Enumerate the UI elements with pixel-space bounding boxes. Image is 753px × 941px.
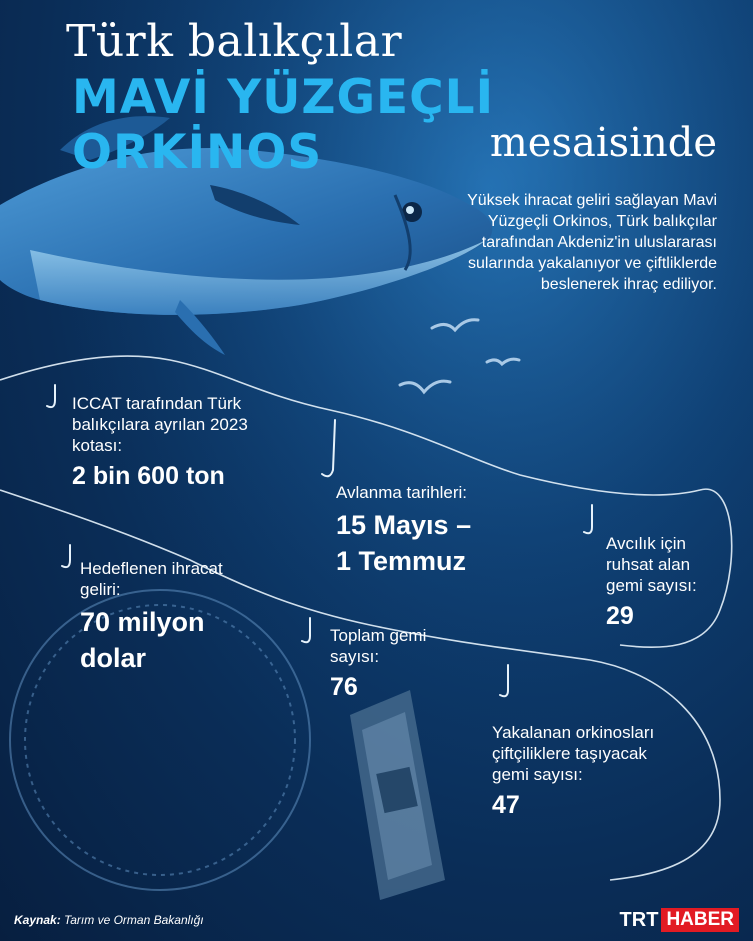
stat-farm — [492, 722, 682, 821]
title-main: MAVİ YÜZGEÇLİ ORKİNOS — [72, 70, 495, 180]
stat-quota-label: ICCAT tarafından Türk balıkçılara ayrılan 2023 kotası: — [72, 394, 248, 455]
logo-haber: HABER — [661, 908, 739, 932]
stat-export — [80, 558, 250, 676]
source-label: Kaynak: — [14, 913, 61, 927]
stat-total-value: 76 — [330, 673, 358, 701]
stat-total — [330, 625, 440, 703]
stat-quota-value: 2 bin 600 ton — [72, 462, 225, 490]
stat-dates — [336, 482, 516, 579]
title-line1: Türk balıkçılar — [66, 16, 403, 67]
intro-text: Yüksek ihracat geliri sağlayan Mavi Yüzgeçli Orkinos, Türk balıkçılar tarafından Akdeniz'in uluslararası sularında yakalanıyor ve çiftliklerde beslenerek ihraç ediliyor. — [467, 192, 717, 293]
source-text: Tarım ve Orman Bakanlığı — [64, 913, 204, 927]
stat-dates-value-line1: 15 Mayıs – — [336, 510, 472, 540]
logo-trt: TRT — [619, 908, 659, 931]
stat-export-value-line1: 70 milyon — [80, 607, 205, 637]
stat-export-value-line2: dolar — [80, 643, 147, 673]
stat-farm-label: Yakalanan orkinosları çiftçiliklere taşıyacak gemi sayısı: — [492, 723, 655, 784]
stat-license-label: Avcılık için ruhsat alan gemi sayısı: — [606, 534, 697, 595]
title-line3: mesaisinde — [489, 120, 717, 166]
stat-quota — [72, 393, 272, 492]
stat-farm-value: 47 — [492, 791, 520, 819]
stat-dates-label: Avlanma tarihleri: — [336, 483, 468, 502]
stat-export-label: Hedeflenen ihracat geliri: — [80, 559, 223, 599]
trt-haber-logo — [620, 907, 739, 933]
stat-total-label: Toplam gemi sayısı: — [330, 626, 427, 666]
stat-license-value: 29 — [606, 602, 634, 630]
stat-dates-value-line2: 1 Temmuz — [336, 546, 467, 576]
source-note — [14, 913, 204, 927]
stat-license — [606, 533, 716, 632]
